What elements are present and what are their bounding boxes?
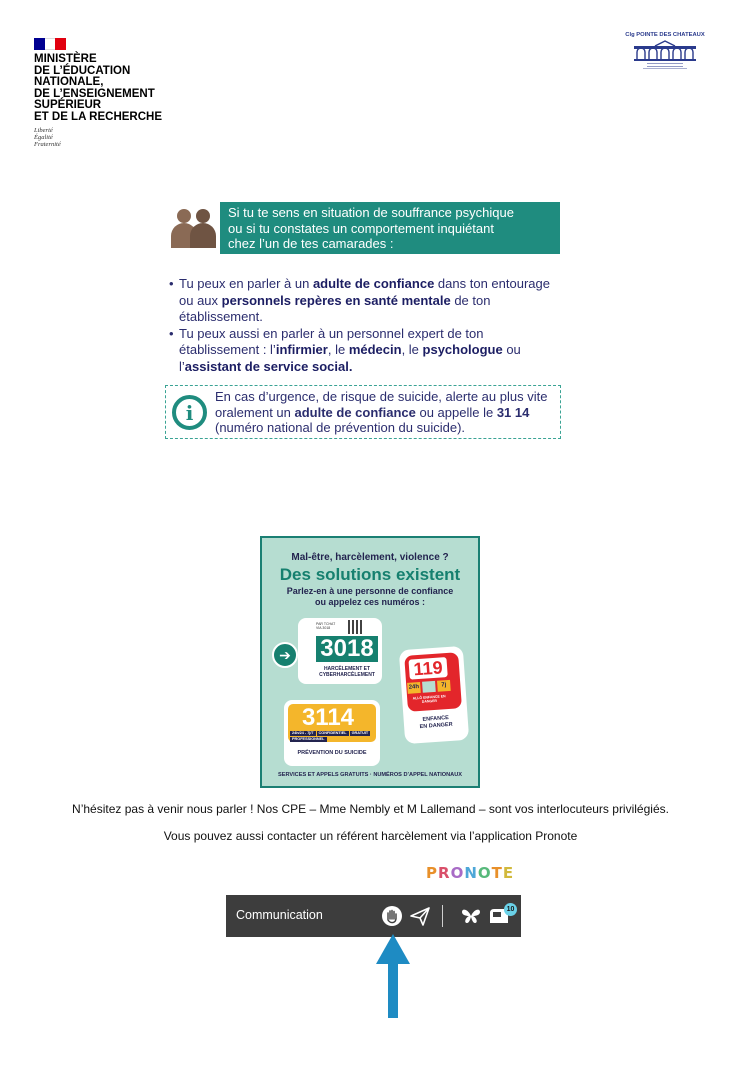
poster-subtitle [262, 586, 478, 608]
ministry-motto [34, 127, 184, 148]
tag: CONFIDENTIEL [318, 731, 347, 735]
bullet-emphasis: médecin [348, 342, 402, 357]
college-contact [622, 63, 708, 72]
tag: PROFESSIONNEL [292, 737, 325, 741]
college-title: Clg POINTE DES CHATEAUX [625, 32, 705, 38]
logo-letter: R [438, 864, 451, 882]
qr-code-icon [348, 620, 362, 634]
bullet-emphasis: infirmier [275, 342, 328, 357]
logo-letter: P [426, 864, 438, 882]
poster-title: Des solutions existent [279, 565, 461, 584]
tag: GRATUIT [351, 731, 369, 735]
bullet-emphasis: psychologue [422, 342, 503, 357]
notice-emphasis: 31 14 [496, 404, 530, 420]
logo-letter: T [491, 864, 503, 882]
people-icon [169, 206, 217, 250]
label-line: HARCÈLEMENT ET [323, 666, 371, 672]
chateau-icon [633, 40, 697, 62]
subtitle-line: ou appelez ces numéros : [314, 597, 426, 607]
qr-caption-line: PAR TCHAT [316, 622, 336, 626]
badge-24h: 24h [407, 682, 421, 694]
toolbar-divider [442, 905, 443, 927]
logo-letter: O [450, 864, 465, 882]
card-3018 [298, 618, 382, 684]
qr-caption [316, 622, 335, 630]
helpline-poster [260, 536, 480, 788]
bullet-text: Tu peux aussi en parler à un personnel expert de ton établissement : l’ [179, 325, 484, 357]
arrow-up-icon [376, 934, 410, 1018]
subtitle-line: Parlez-en à une personne de confiance [286, 586, 454, 596]
notice-text: (numéro national de prévention du suicide). [215, 420, 466, 435]
arrow-right-icon: ➔ [272, 642, 298, 668]
card-3114-tags [290, 731, 376, 743]
badge-7j: 7j [437, 680, 451, 692]
poster-footer: SERVICES ET APPELS GRATUITS · NUMÉROS D’APPEL NATIONAUX [278, 772, 462, 778]
teal-heading-box [220, 202, 560, 254]
logo-letter: E [502, 864, 515, 882]
bullet-text: dans ton entourage ou aux [179, 276, 550, 308]
logo-letter: N [464, 864, 478, 882]
motto-line: Fraternité [34, 141, 61, 148]
advice-list [169, 276, 561, 375]
raised-hand-icon[interactable] [381, 905, 403, 927]
bullet-emphasis: assistant de service social. [184, 358, 353, 374]
heading-line: chez l’un de tes camarades : [228, 236, 394, 251]
list-item [169, 276, 561, 326]
bullet-emphasis: personnels repères en santé mentale [221, 292, 451, 308]
notice-emphasis: adulte de confiance [294, 404, 416, 420]
list-item [169, 326, 561, 376]
card-119 [399, 646, 469, 744]
notice-text: ou appelle le [415, 404, 497, 420]
ministry-name-line: MINISTÈRE [34, 53, 97, 65]
badge-spacer [422, 681, 436, 693]
motto-line: Liberté [34, 127, 53, 134]
ministry-name-line: ET DE LA RECHERCHE [34, 110, 162, 123]
poster-kicker: Mal-être, harcèlement, violence ? [291, 552, 449, 563]
french-flag-icon [34, 38, 66, 50]
pronote-communication-bar [226, 895, 521, 937]
label-line: CYBERHARCÈLEMENT [319, 672, 375, 678]
card-3114 [284, 700, 380, 766]
label-3114: PRÉVENTION DU SUICIDE [297, 750, 367, 756]
ministry-name-line: DE L’ÉDUCATION [34, 64, 131, 77]
label-line: EN DANGER [419, 721, 453, 730]
bullet-text: , le [401, 342, 423, 357]
number-3114: 3114 [301, 704, 355, 731]
label-3018 [312, 666, 382, 678]
bullet-text: Tu peux en parler à un [179, 276, 313, 291]
number-3018: 3018 [316, 636, 378, 662]
ministry-logo [34, 38, 184, 148]
number-119: 119 [408, 657, 447, 680]
ministry-name-line: DE L’ENSEIGNEMENT [34, 87, 155, 100]
bullet-text: , le [327, 342, 349, 357]
label-119 [404, 714, 469, 731]
ministry-name [34, 54, 184, 123]
communication-menu[interactable]: Communication [236, 908, 323, 922]
bullet-text: ou l’ [179, 342, 521, 374]
info-icon: i [172, 395, 207, 430]
paper-plane-icon[interactable] [409, 905, 431, 927]
bullet-emphasis: adulte de confiance [312, 276, 435, 291]
referent-text: Vous pouvez aussi contacter un référent harcèlement via l’application Pronote [163, 829, 578, 843]
emergency-notice [165, 385, 561, 439]
butterfly-icon[interactable] [460, 905, 482, 927]
notice-text: En cas d’urgence, de risque de suicide, alerte au plus vite oralement un [215, 389, 548, 420]
ministry-name-line: SUPÉRIEUR [34, 99, 102, 111]
notification-badge: 10 [504, 903, 517, 916]
tag: 24h/24 - 7j/7 [292, 731, 314, 735]
bullet-text: de ton établissement. [179, 292, 491, 324]
qr-caption-line: VIA 3018 [316, 626, 331, 630]
cpe-contact-text: N’hésitez pas à venir nous parler ! Nos CPE – Mme Nembly et M Lallemand – sont vos interlocuteurs privilégiés. [72, 802, 669, 816]
college-logo [622, 32, 708, 73]
ministry-name-line: NATIONALE, [34, 76, 104, 88]
heading-line: ou si tu constates un comportement inquiétant [228, 220, 494, 236]
motto-line: Égalité [34, 134, 53, 141]
alo-text: ALLÔ ENFANCE EN DANGER [412, 694, 446, 704]
pronote-logo [426, 864, 514, 882]
heading-line: Si tu te sens en situation de souffrance psychique [228, 205, 514, 220]
label-line: ENFANCE [422, 715, 449, 723]
logo-letter: O [477, 864, 492, 882]
